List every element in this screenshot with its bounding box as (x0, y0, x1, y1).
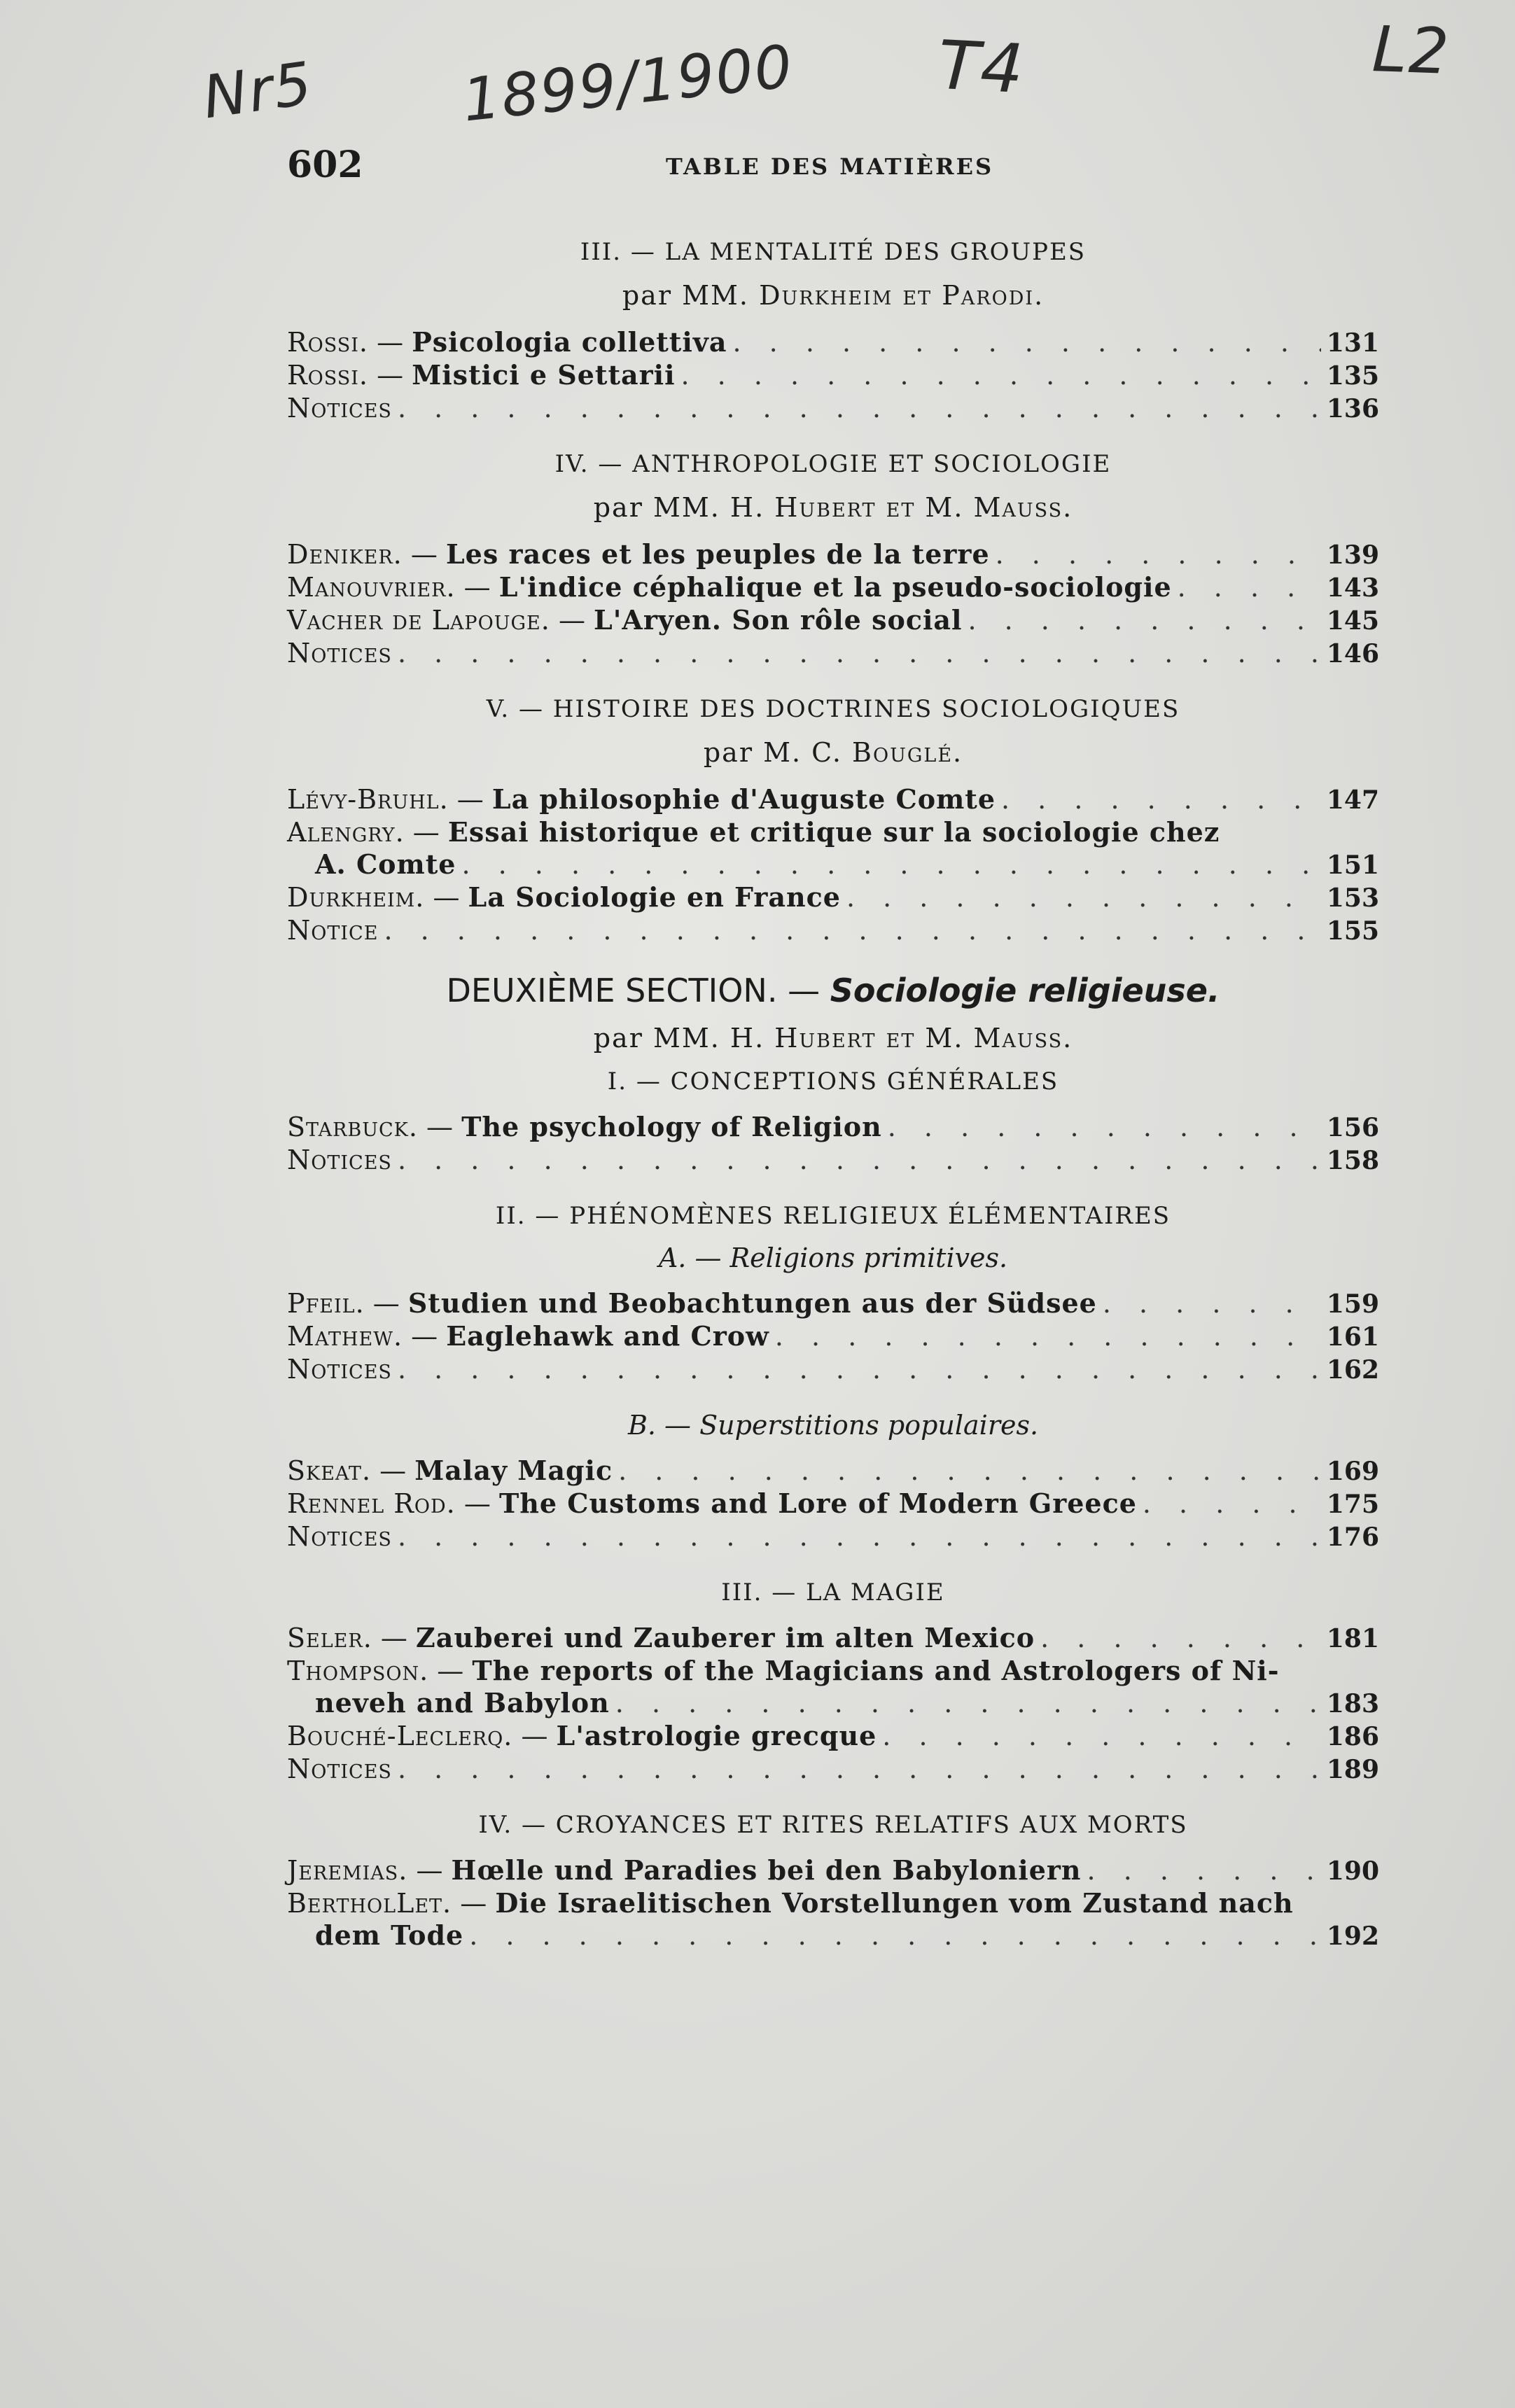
section-byline: par MM. Durkheim et Parodi. (622, 280, 1045, 311)
toc-section (287, 1572, 1379, 1786)
toc-section (287, 1804, 1379, 1952)
toc-entry[interactable]: Starbuck. — The psychology of Religion . . . 156 (287, 1111, 1379, 1144)
section-byline: par M. C. Bouglé. (703, 737, 963, 768)
handwritten-note: Nr5 (198, 48, 317, 132)
toc-entry[interactable]: Alengry. — Essai historique et critique sur la sociologie chez A. Comte . . . 151 (287, 816, 1379, 881)
toc-entry[interactable]: Thompson. — The reports of the Magicians and Astrologers of Ni- neveh and Babylon . . . 183 (287, 1655, 1379, 1720)
toc-entry[interactable]: Skeat. — Malay Magic . . . 169 (287, 1455, 1379, 1488)
running-head (287, 144, 1372, 186)
toc-entry[interactable]: Lévy-Bruhl. — La philosophie d'Auguste Comte . . . 147 (287, 783, 1379, 816)
toc-entry[interactable]: BertholLet. — Die Israelitischen Vorstellungen vom Zustand nach dem Tode . . . 192 (287, 1887, 1379, 1952)
major-section-heading: DEUXIÈME SECTION. — Sociologie religieuse. (446, 972, 1220, 1009)
toc-entry[interactable]: Seler. — Zauberei und Zauberer im alten Mexico . . . 181 (287, 1622, 1379, 1655)
toc-entry[interactable]: Rossi. — Mistici e Settarii . . . 135 (287, 359, 1379, 392)
toc-section (287, 1404, 1379, 1553)
toc-entry[interactable]: Vacher de Lapouge. — L'Aryen. Son rôle social . . . 145 (287, 604, 1379, 637)
section-title: I. — CONCEPTIONS GÉNÉRALES (607, 1068, 1059, 1096)
toc-entry[interactable]: Rennel Rod. — The Customs and Lore of Modern Greece . . . 175 (287, 1488, 1379, 1520)
toc-entry[interactable]: Manouvrier. — L'indice céphalique et la pseudo-sociologie . . . 143 (287, 571, 1379, 604)
page-header-title: TABLE DES MATIÈRES (665, 153, 994, 180)
handwritten-date: 1899/1900 (459, 31, 797, 135)
toc-section (287, 231, 1379, 425)
toc-section (287, 443, 1379, 670)
toc-section (287, 1195, 1379, 1386)
toc-entry[interactable]: Durkheim. — La Sociologie en France . . . 153 (287, 881, 1379, 914)
toc-entry[interactable]: Notice . . . 155 (287, 914, 1379, 947)
section-byline: par MM. H. Hubert et M. Mauss. (593, 1023, 1073, 1054)
section-byline: par MM. H. Hubert et M. Mauss. (593, 492, 1073, 523)
toc-entry[interactable]: Notices . . . 146 (287, 637, 1379, 670)
toc-entry[interactable]: Notices . . . 176 (287, 1520, 1379, 1553)
page-number: 602 (287, 144, 363, 186)
toc-entry[interactable]: Deniker. — Les races et les peuples de la terre . . . 139 (287, 538, 1379, 571)
subsection-title: B. — Superstitions populaires. (627, 1410, 1039, 1441)
toc-entry[interactable]: Rossi. — Psicologia collettiva . . . 131 (287, 326, 1379, 359)
toc-entry[interactable]: Notices . . . 136 (287, 392, 1379, 425)
toc-entry[interactable]: Jeremias. — Hœlle und Paradies bei den Babyloniern . . . 190 (287, 1854, 1379, 1887)
toc-entry[interactable]: Notices . . . 189 (287, 1753, 1379, 1786)
toc-entry[interactable]: Pfeil. — Studien und Beobachtungen aus der Südsee . . . 159 (287, 1287, 1379, 1320)
toc-section (287, 1060, 1379, 1177)
toc-entry[interactable]: Notices . . . 162 (287, 1353, 1379, 1386)
toc-section (287, 688, 1379, 947)
section-title: V. — HISTOIRE DES DOCTRINES SOCIOLOGIQUES (486, 695, 1180, 723)
toc-entry[interactable]: Bouché-Leclerq. — L'astrologie grecque . . . 186 (287, 1720, 1379, 1753)
table-of-contents (287, 231, 1379, 1970)
section-title: II. — PHÉNOMÈNES RELIGIEUX ÉLÉMENTAIRES (495, 1202, 1171, 1230)
section-title: IV. — ANTHROPOLOGIE ET SOCIOLOGIE (554, 450, 1112, 478)
subsection-title: A. — Religions primitives. (658, 1242, 1008, 1273)
handwritten-code: T4 (936, 25, 1027, 109)
section-title: III. — LA MAGIE (721, 1578, 945, 1606)
toc-entry[interactable]: Mathew. — Eaglehawk and Crow . . . 161 (287, 1320, 1379, 1353)
handwritten-label: L2 (1371, 13, 1452, 89)
section-title: IV. — CROYANCES ET RITES RELATIFS AUX MORTS (478, 1811, 1188, 1839)
section-title: III. — LA MENTALITÉ DES GROUPES (580, 238, 1087, 266)
toc-entry[interactable]: Notices . . . 158 (287, 1144, 1379, 1177)
